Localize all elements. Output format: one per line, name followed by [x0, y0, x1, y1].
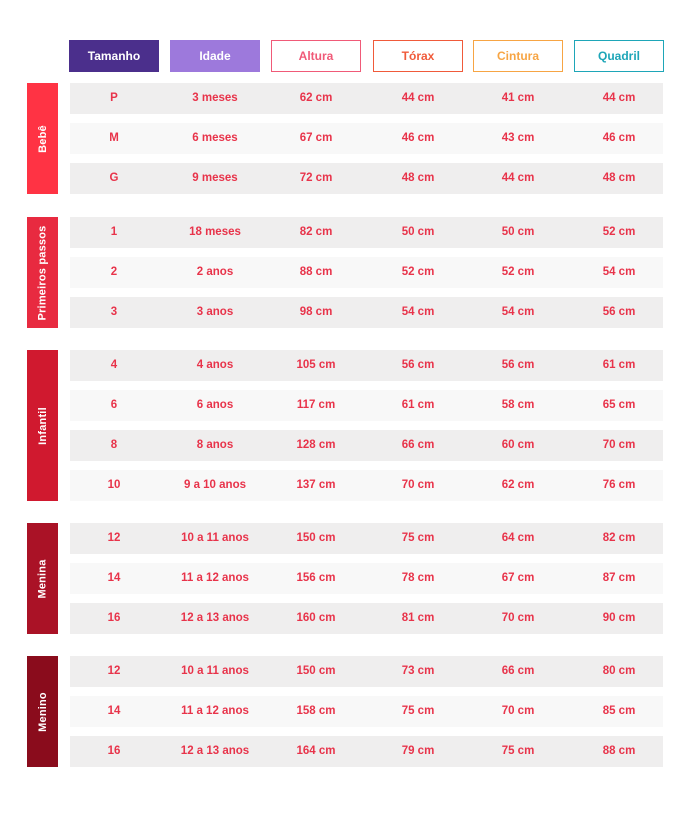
waist-cell: 56 cm — [501, 359, 535, 371]
hip-cell: 54 cm — [602, 266, 636, 278]
age-cell: 9 a 10 anos — [183, 479, 246, 491]
waist-cell: 70 cm — [501, 612, 535, 624]
age-cell: 10 a 11 anos — [181, 665, 249, 677]
chest-cell: 75 cm — [401, 532, 435, 544]
height-cell: 67 cm — [299, 132, 333, 144]
height-cell: 98 cm — [299, 306, 333, 318]
waist-cell: 41 cm — [501, 92, 535, 104]
chest-cell: 81 cm — [401, 612, 435, 624]
age-cell: 3 anos — [196, 306, 234, 318]
height-cell: 72 cm — [299, 172, 333, 184]
table-row — [70, 523, 663, 554]
age-cell: 6 meses — [192, 132, 238, 144]
size-cell: 6 — [110, 399, 118, 411]
header-quadril: Quadril — [574, 40, 664, 72]
header-tamanho: Tamanho — [69, 40, 159, 72]
hip-cell: 70 cm — [602, 439, 636, 451]
group-label-text: Primeiros passos — [36, 225, 49, 320]
height-cell: 158 cm — [296, 705, 336, 717]
waist-cell: 44 cm — [501, 172, 535, 184]
table-row — [70, 350, 663, 381]
header-torax: Tórax — [373, 40, 463, 72]
table-row — [70, 736, 663, 767]
hip-cell: 46 cm — [602, 132, 636, 144]
age-cell: 12 a 13 anos — [180, 612, 250, 624]
chest-cell: 54 cm — [401, 306, 435, 318]
table-row — [70, 430, 663, 461]
height-cell: 160 cm — [296, 612, 336, 624]
group-label-text: Bebê — [36, 124, 49, 153]
age-cell: 8 anos — [196, 439, 234, 451]
size-cell: M — [109, 132, 119, 144]
chest-cell: 46 cm — [401, 132, 435, 144]
table-row — [70, 390, 663, 421]
hip-cell: 85 cm — [602, 705, 636, 717]
table-row — [70, 656, 663, 687]
age-cell: 2 anos — [196, 266, 234, 278]
waist-cell: 62 cm — [501, 479, 535, 491]
height-cell: 62 cm — [299, 92, 333, 104]
chest-cell: 78 cm — [401, 572, 435, 584]
group-label-text: Menino — [36, 691, 49, 732]
size-cell: 12 — [107, 665, 121, 677]
group-label-text: Menina — [36, 558, 49, 599]
waist-cell: 54 cm — [501, 306, 535, 318]
size-cell: 2 — [110, 266, 118, 278]
waist-cell: 50 cm — [501, 226, 535, 238]
age-cell: 12 a 13 anos — [180, 745, 250, 757]
age-cell: 9 meses — [192, 172, 238, 184]
size-cell: 16 — [107, 612, 121, 624]
table-row — [70, 696, 663, 727]
waist-cell: 66 cm — [501, 665, 535, 677]
height-cell: 128 cm — [296, 439, 336, 451]
age-cell: 11 a 12 anos — [181, 705, 249, 717]
waist-cell: 64 cm — [501, 532, 535, 544]
chest-cell: 73 cm — [401, 665, 435, 677]
chest-cell: 66 cm — [401, 439, 435, 451]
size-cell: 14 — [107, 572, 121, 584]
table-row — [70, 297, 663, 328]
table-row — [70, 470, 663, 501]
chest-cell: 61 cm — [401, 399, 435, 411]
hip-cell: 56 cm — [602, 306, 636, 318]
height-cell: 82 cm — [299, 226, 333, 238]
group-label-bar — [27, 656, 58, 767]
hip-cell: 88 cm — [602, 745, 636, 757]
table-row — [70, 123, 663, 154]
table-row — [70, 163, 663, 194]
group-label-bar — [27, 350, 58, 501]
size-cell: 8 — [110, 439, 118, 451]
waist-cell: 75 cm — [501, 745, 535, 757]
group-label-bar — [27, 217, 58, 328]
chest-cell: 48 cm — [401, 172, 435, 184]
size-cell: 4 — [110, 359, 118, 371]
header-idade: Idade — [170, 40, 260, 72]
waist-cell: 60 cm — [501, 439, 535, 451]
header-altura: Altura — [271, 40, 361, 72]
age-cell: 4 anos — [196, 359, 234, 371]
age-cell: 10 a 11 anos — [181, 532, 249, 544]
hip-cell: 82 cm — [602, 532, 636, 544]
waist-cell: 52 cm — [501, 266, 535, 278]
size-cell: 3 — [110, 306, 118, 318]
waist-cell: 58 cm — [501, 399, 535, 411]
chest-cell: 75 cm — [401, 705, 435, 717]
hip-cell: 90 cm — [602, 612, 636, 624]
height-cell: 88 cm — [299, 266, 333, 278]
height-cell: 156 cm — [296, 572, 336, 584]
hip-cell: 87 cm — [602, 572, 636, 584]
age-cell: 6 anos — [196, 399, 234, 411]
group-label-bar — [27, 83, 58, 194]
age-cell: 3 meses — [192, 92, 238, 104]
group-label-text: Infantil — [36, 406, 49, 445]
waist-cell: 70 cm — [501, 705, 535, 717]
table-row — [70, 217, 663, 248]
hip-cell: 52 cm — [602, 226, 636, 238]
age-cell: 18 meses — [189, 226, 241, 238]
height-cell: 117 cm — [296, 399, 336, 411]
height-cell: 105 cm — [296, 359, 336, 371]
hip-cell: 61 cm — [602, 359, 636, 371]
height-cell: 164 cm — [296, 745, 336, 757]
hip-cell: 48 cm — [602, 172, 636, 184]
table-row — [70, 603, 663, 634]
chest-cell: 44 cm — [401, 92, 435, 104]
chest-cell: 52 cm — [401, 266, 435, 278]
size-cell: P — [110, 92, 118, 104]
height-cell: 137 cm — [296, 479, 336, 491]
hip-cell: 76 cm — [602, 479, 636, 491]
size-cell: 10 — [107, 479, 121, 491]
size-cell: 14 — [107, 705, 121, 717]
table-row — [70, 563, 663, 594]
table-row — [70, 257, 663, 288]
waist-cell: 67 cm — [501, 572, 535, 584]
hip-cell: 65 cm — [602, 399, 636, 411]
table-row — [70, 83, 663, 114]
chest-cell: 70 cm — [401, 479, 435, 491]
size-cell: 16 — [107, 745, 121, 757]
hip-cell: 80 cm — [602, 665, 636, 677]
height-cell: 150 cm — [296, 532, 336, 544]
header-cintura: Cintura — [473, 40, 563, 72]
size-cell: 1 — [110, 226, 118, 238]
size-cell: G — [109, 172, 119, 184]
age-cell: 11 a 12 anos — [181, 572, 249, 584]
waist-cell: 43 cm — [501, 132, 535, 144]
chest-cell: 50 cm — [401, 226, 435, 238]
size-cell: 12 — [107, 532, 121, 544]
chest-cell: 79 cm — [401, 745, 435, 757]
chest-cell: 56 cm — [401, 359, 435, 371]
group-label-bar — [27, 523, 58, 634]
height-cell: 150 cm — [296, 665, 336, 677]
hip-cell: 44 cm — [602, 92, 636, 104]
